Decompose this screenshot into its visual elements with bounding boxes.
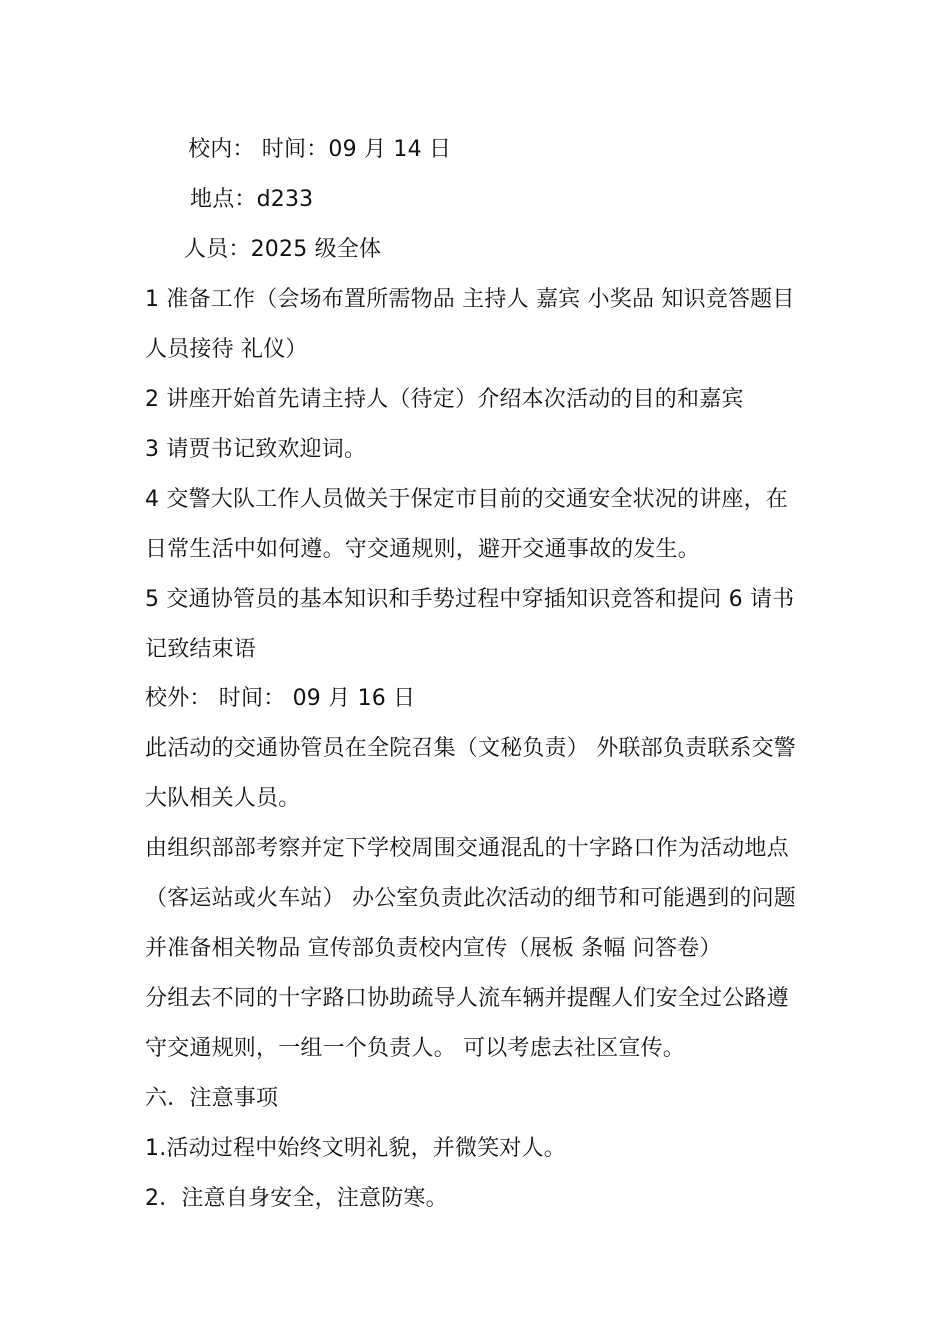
text-line-on-campus-time: 校内： 时间：09 月 14 日	[188, 137, 452, 162]
text-line: 记致结束语	[145, 637, 257, 662]
text-line: 由组织部部考察并定下学校周围交通混乱的十字路口作为活动地点	[145, 836, 789, 861]
text-line-off-campus-time: 校外： 时间： 09 月 16 日	[145, 686, 416, 711]
text-line: 2 讲座开始首先请主持人（待定）介绍本次活动的目的和嘉宾	[145, 387, 744, 412]
text-line: 分组去不同的十字路口协助疏导人流车辆并提醒人们安全过公路遵	[145, 986, 789, 1011]
section-heading-notes: 六．注意事项	[145, 1086, 279, 1111]
text-line: 3 请贾书记致欢迎词。	[145, 437, 367, 462]
text-line: 4 交警大队工作人员做关于保定市目前的交通安全状况的讲座，在	[145, 487, 788, 512]
text-line: 并准备相关物品 宣传部负责校内宣传（展板 条幅 问答卷）	[145, 936, 722, 961]
text-line: 1.活动过程中始终文明礼貌，并微笑对人。	[145, 1136, 566, 1161]
text-line: 日常生活中如何遵。守交通规则，避开交通事故的发生。	[145, 537, 701, 562]
text-line: 此活动的交通协管员在全院召集（文秘负责） 外联部负责联系交警	[145, 736, 796, 761]
text-line: 大队相关人员。	[145, 786, 301, 811]
text-line: 5 交通协管员的基本知识和手势过程中穿插知识竞答和提问 6 请书	[145, 587, 795, 612]
text-line-location: 地点：d233	[190, 187, 314, 212]
text-line: 人员接待 礼仪）	[145, 337, 308, 362]
text-line: 2．注意自身安全，注意防寒。	[145, 1186, 448, 1211]
text-line: （客运站或火车站） 办公室负责此次活动的细节和可能遇到的问题	[145, 886, 796, 911]
text-line-participants: 人员：2025 级全体	[184, 237, 382, 262]
text-line: 1 准备工作（会场布置所需物品 主持人 嘉宾 小奖品 知识竞答题目	[145, 287, 795, 312]
text-line: 守交通规则，一组一个负责人。 可以考虑去社区宣传。	[145, 1036, 685, 1061]
